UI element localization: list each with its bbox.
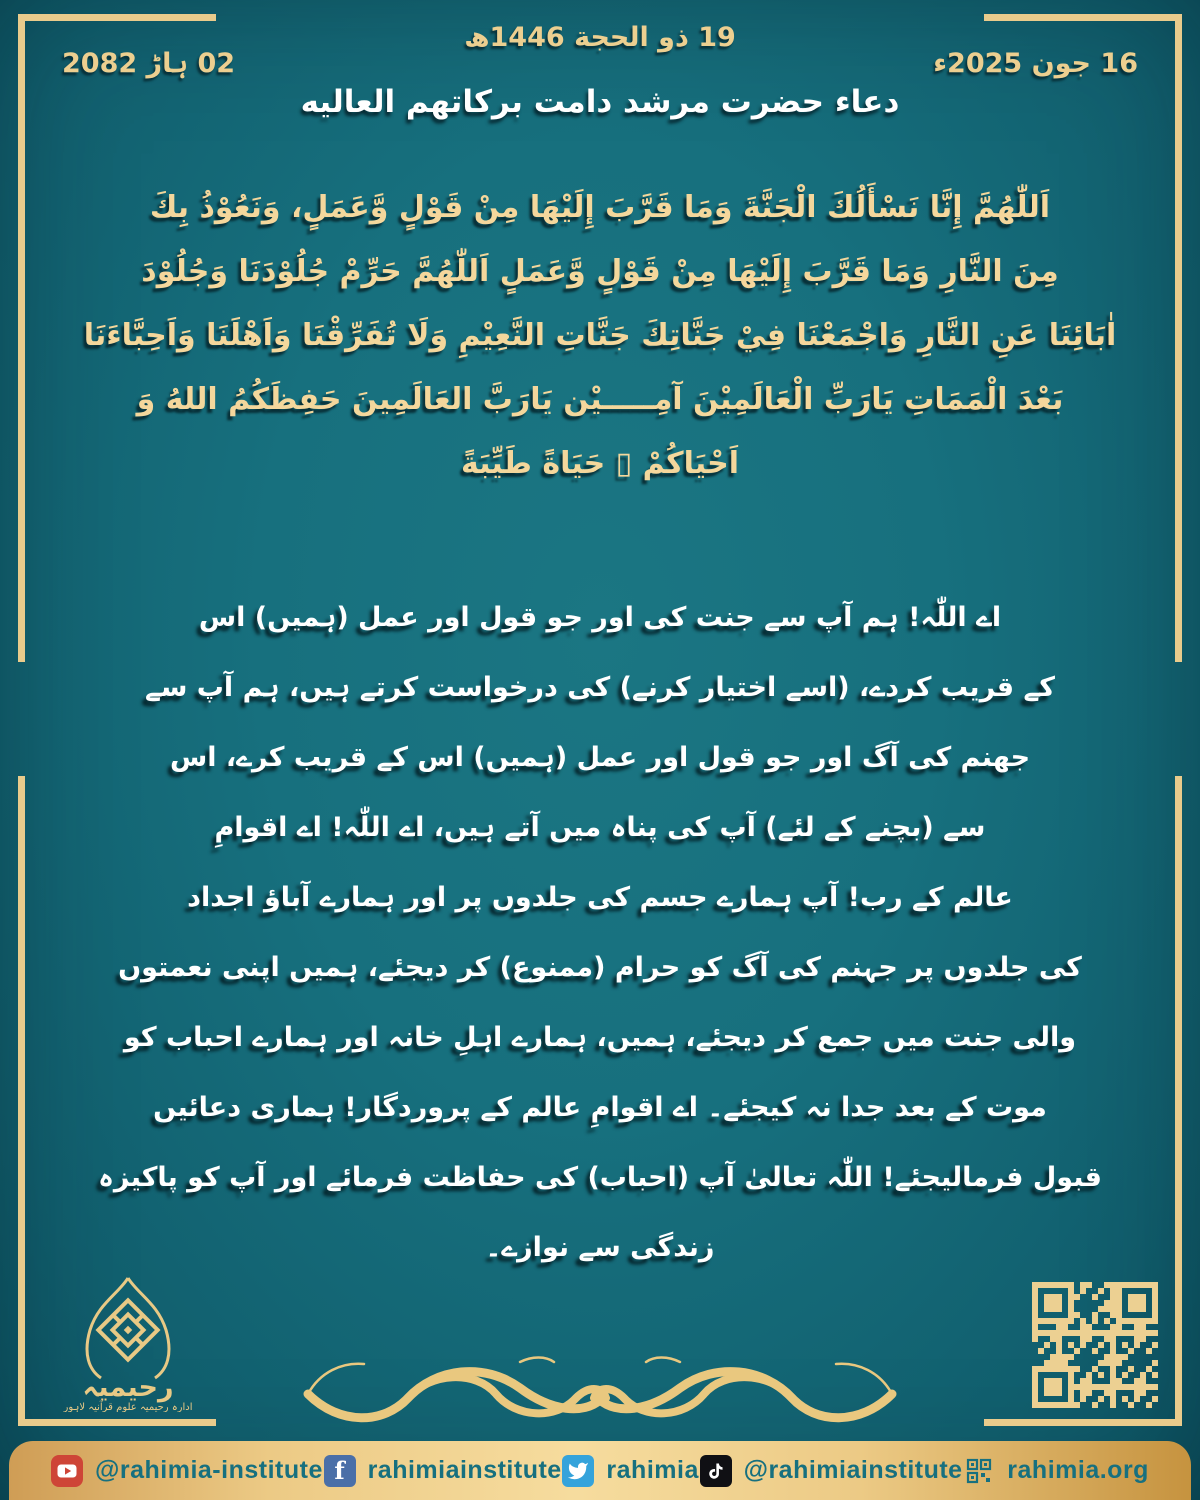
urdu-line: والی جنت میں جمع کر دیجئے، ہمیں، ہمارے اہلِ خانہ اور ہمارے احباب کو	[123, 1022, 1077, 1053]
arabic-line: بَعْدَ الْمَمَاتِ يَارَبِّ الْعَالَمِيْنَ آمِـــــيْن يَارَبَّ العَالَمِينَ حَفِظَكُمُ اللهُ وَ	[136, 382, 1064, 417]
arabic-prayer-block	[70, 176, 1130, 496]
urdu-line: کی جلدوں پر جہنم کی آگ کو حرام (ممنوع) کر دیجئے، ہمیں اپنی نعمتوں	[118, 952, 1082, 983]
qr-code	[1032, 1282, 1158, 1408]
arabic-line: اَللّٰهُمَّ إِنَّا نَسْأَلُكَ الْجَنَّةَ وَمَا قَرَّبَ إِلَيْهَا مِنْ قَوْلٍ وَّعَمَلٍ، وَنَعُوْذُ بِكَ	[149, 190, 1051, 225]
urdu-line: اے اللّٰہ! ہم آپ سے جنت کی اور جو قول اور عمل (ہمیں) اس	[198, 602, 1002, 633]
footer-label: rahimia	[606, 1456, 699, 1484]
arabic-line: مِنَ النَّارِ وَمَا قَرَّبَ إِلَيْهَا مِنْ قَوْلٍ وَّعَمَلٍ اَللّٰهُمَّ حَرِّمْ جُلُوْدَنَا وَجُلُوْدَ	[141, 254, 1059, 289]
footer-label: rahimia.org	[1007, 1456, 1149, 1484]
twitter-icon	[562, 1455, 594, 1487]
arabic-line: اَحْيَاكُمْ ▯ حَيَاةً طَيِّبَةً	[460, 446, 739, 481]
urdu-line: زندگی سے نوازے۔	[485, 1232, 715, 1263]
tiktok-icon	[700, 1455, 732, 1487]
urdu-line: موت کے بعد جدا نہ کیجئے۔ اے اقوامِ عالم کے پروردگار! ہماری دعائیں	[153, 1092, 1047, 1123]
frame-bottom-right	[984, 1419, 1182, 1426]
logo-wordmark: رحیمیہ	[82, 1372, 174, 1403]
rahimia-logo-icon	[48, 1272, 208, 1412]
youtube-icon	[51, 1455, 83, 1487]
frame-left-lower	[18, 776, 25, 1426]
urdu-line: قبول فرمالیجئے! اللّٰہ تعالیٰ آپ (احباب) کی حفاظت فرمائے اور آپ کو پاکیزہ	[98, 1162, 1102, 1193]
urdu-translation-block	[60, 583, 1140, 1283]
gregorian-date: 16 جون 2025ء	[933, 48, 1138, 79]
urdu-line: جھنم کی آگ اور جو قول اور عمل (ہمیں) اس کے قریب کرے، اس	[169, 742, 1031, 773]
footer-bar	[9, 1441, 1191, 1500]
urdu-line: عالم کے رب! آپ ہمارے جسم کی جلدوں پر اور ہمارے آباؤ اجداد	[187, 882, 1013, 913]
arabic-line: اٰبَائِنَا عَنِ النَّارِ وَاجْمَعْنَا فِيْ جَنَّاتِكَ جَنَّاتِ النَّعِيْمِ وَلَا تُفَرِّقْنَا وَاَهْلَنَا وَاَحِبَّاءَنَا	[83, 318, 1117, 353]
footer-link-facebook[interactable]	[324, 1455, 562, 1487]
facebook-icon: f	[324, 1455, 356, 1487]
qr-icon	[963, 1455, 995, 1487]
frame-top-right	[984, 14, 1182, 21]
frame-top-left	[18, 14, 216, 21]
footer-link-twitter[interactable]	[562, 1455, 698, 1487]
logo-subtitle: ادارہ رحیمیہ علومِ قرآنیہ لاہور	[63, 1402, 193, 1412]
calligraphic-flourish-icon	[280, 1342, 920, 1442]
footer-link-website[interactable]	[963, 1455, 1149, 1487]
footer-link-youtube[interactable]	[51, 1455, 323, 1487]
footer-label: @rahimiainstitute	[743, 1456, 963, 1484]
urdu-line: کے قریب کردے، (اسے اختیار کرنے) کی درخواست کرتے ہیں، ہم آپ سے	[145, 672, 1055, 703]
poster-title: دعاء حضرت مرشد دامت برکاتهم العالیه	[300, 84, 900, 120]
urdu-line: سے (بچنے کے لئے) آپ کی پناہ میں آتے ہیں، اے اللّٰہ! اے اقوامِ	[214, 812, 986, 843]
footer-label: rahimiainstitute	[367, 1456, 562, 1484]
footer-link-tiktok[interactable]	[700, 1455, 963, 1487]
desi-date: 02 ہاڑ 2082	[62, 48, 236, 79]
frame-bottom-left	[18, 1419, 216, 1426]
rahimia-logo	[48, 1272, 208, 1412]
hijri-date: 19 ذو الحجة 1446ھ	[464, 22, 736, 53]
frame-right-lower	[1175, 776, 1182, 1426]
footer-label: @rahimia-institute	[95, 1456, 323, 1484]
